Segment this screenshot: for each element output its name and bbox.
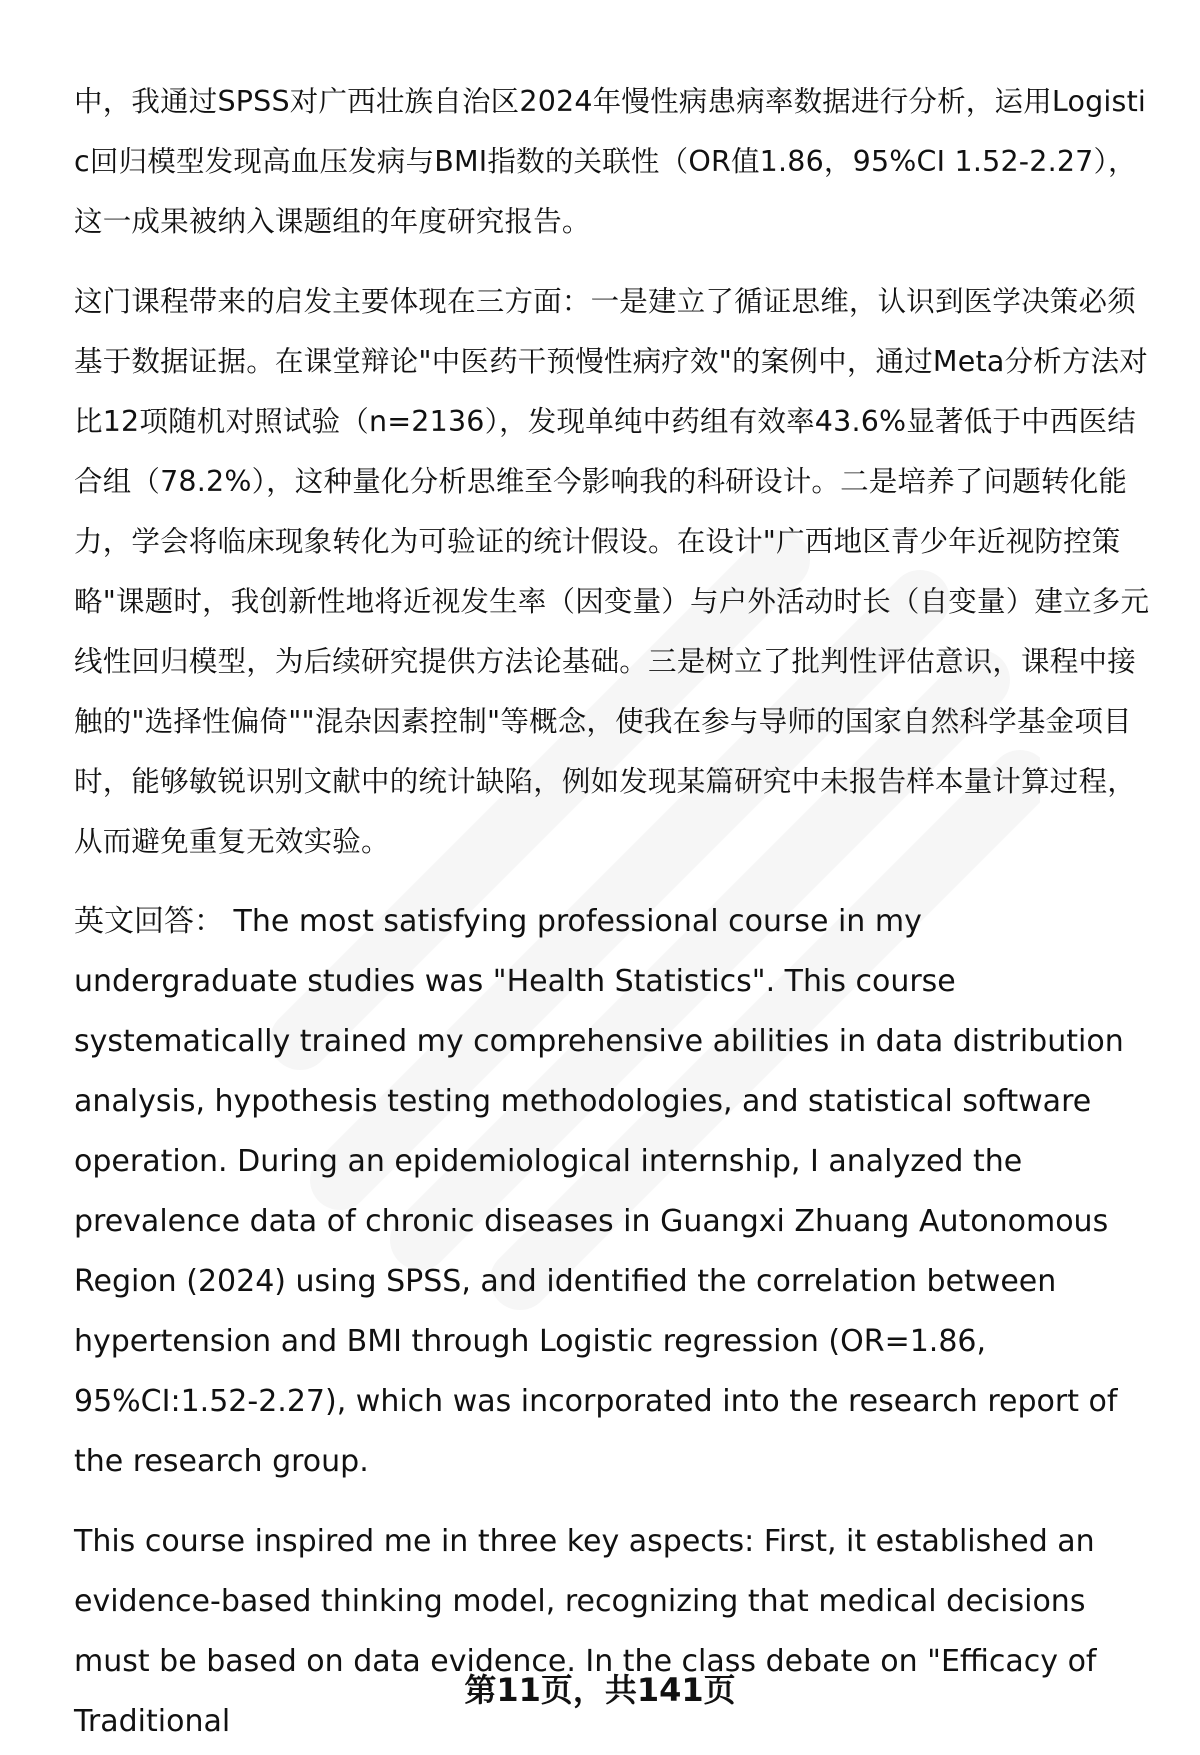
- document-body: [74, 72, 1154, 1755]
- paragraph-en-inspiration: This course inspired me in three key aspects: First, it established an evidence-based thinking model, recognizing that medical decisions must be based on data evidence. In the class debate on "Efficacy of Traditional: [74, 1524, 1097, 1739]
- page-number: 第11页，共141页: [464, 1671, 736, 1709]
- paragraph-cn-inspiration: 这门课程带来的启发主要体现在三方面：一是建立了循证思维，认识到医学决策必须基于数据证据。在课堂辩论"中医药干预慢性病疗效"的案例中，通过Meta分析方法对比12项随机对照试验（n=2136），发现单纯中药组有效率43.6%显著低于中西医结合组（78.2%），这种量化分析思维至今影响我的科研设计。二是培养了问题转化能力，学会将临床现象转化为可验证的统计假设。在设计"广西地区青少年近视防控策略"课题时，我创新性地将近视发生率（因变量）与户外活动时长（自变量）建立多元线性回归模型，为后续研究提供方法论基础。三是树立了批判性评估意识，课程中接触的"选择性偏倚""混杂因素控制"等概念，使我在参与导师的国家自然科学基金项目时，能够敏锐识别文献中的统计缺陷，例如发现某篇研究中未报告样本量计算过程，从而避免重复无效实验。: [74, 285, 1150, 858]
- paragraph-cn-intro: 中，我通过SPSS对广西壮族自治区2024年慢性病患病率数据进行分析，运用Logistic回归模型发现高血压发病与BMI指数的关联性（OR值1.86，95%CI 1.52-2.27），这一成果被纳入课题组的年度研究报告。: [74, 85, 1147, 238]
- paragraph-en-answer: 英文回答： The most satisfying professional course in my undergraduate studies was "Health Statistics". This course systematically trained my comprehensive abilities in data distribution analysis, hypothesis testing methodologies, and statistical software operation. During an epidemiological internship, I analyzed the prevalence data of chronic diseases in Guangxi Zhuang Autonomous Region (2024) using SPSS, and identified the correlation between hypertension and BMI through Logistic regression (OR=1.86, 95%CI:1.52-2.27), which was incorporated into the research report of the research group.: [74, 904, 1124, 1479]
